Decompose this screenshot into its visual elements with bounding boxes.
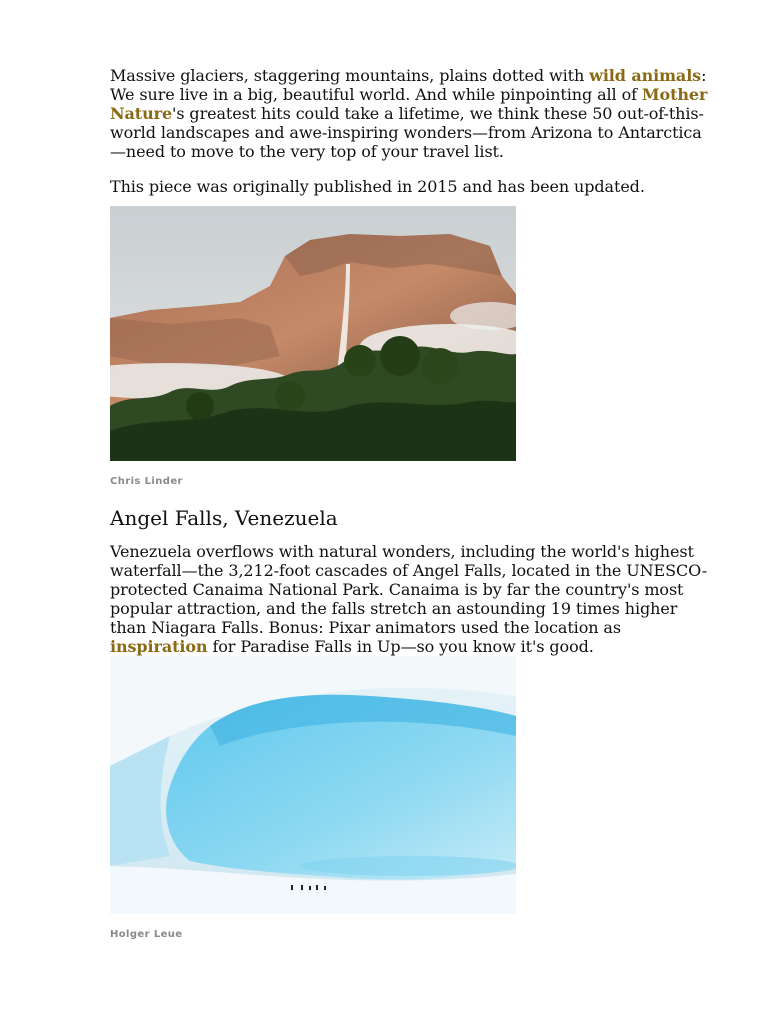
section-text-2: for Paradise Falls in Up—so you know it's good. bbox=[207, 637, 594, 656]
publication-note: This piece was originally published in 2015 and has been updated. bbox=[110, 177, 645, 196]
intro-paragraph bbox=[110, 66, 716, 161]
wild-animals-link[interactable]: wild animals bbox=[589, 66, 702, 85]
photo-credit-1: Chris Linder bbox=[110, 476, 183, 487]
angel-falls-paragraph bbox=[110, 542, 716, 656]
inspiration-link[interactable]: inspiration bbox=[110, 637, 208, 656]
intro-text-1: Massive glaciers, staggering mountains, plains dotted with bbox=[110, 66, 590, 85]
article-content bbox=[110, 66, 720, 940]
section-title: Angel Falls, Venezuela bbox=[110, 506, 338, 530]
mother-nature-link[interactable]: Mother Nature bbox=[110, 85, 708, 123]
section-text-1: Venezuela overflows with natural wonders, including the world's highest waterfall—the 3,212-foot cascades of Angel Falls, located in the UNESCO-protected Canaima National Park. Canaima is by far the country's most popular attraction, and the falls stretch an astounding 19 times higher than Niagara Falls. Bonus: Pixar animators used the location as bbox=[110, 542, 708, 637]
intro-text-3: 's greatest hits could take a lifetime, we think these 50 out-of-this-world landscapes and awe-inspiring wonders—from Arizona to Antarctica—need to move to the very top of your travel list. bbox=[110, 104, 704, 161]
angel-falls-photo bbox=[110, 206, 516, 461]
photo-credit-2: Holger Leue bbox=[110, 929, 183, 940]
glacier-photo bbox=[110, 656, 516, 914]
intro-text-2: : We sure live in a big, beautiful world. And while pinpointing all of bbox=[110, 66, 707, 104]
